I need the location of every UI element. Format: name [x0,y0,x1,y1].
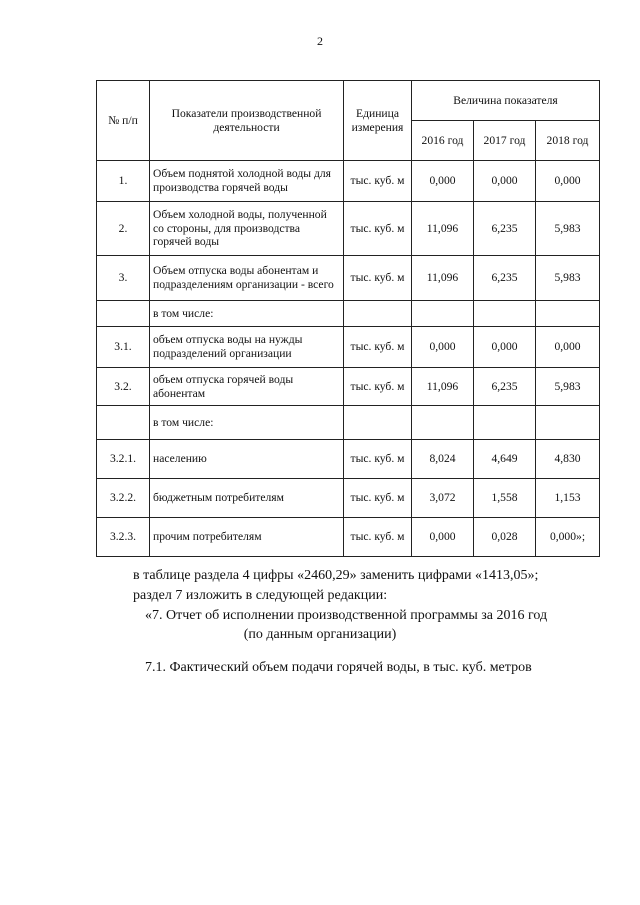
row-value-2017: 6,235 [474,202,536,256]
header-num: № п/п [97,81,150,161]
row-value-2018: 4,830 [536,440,600,479]
row-num: 1. [97,161,150,202]
row-num [97,301,150,327]
header-year-2018: 2018 год [536,121,600,161]
row-value-2016: 11,096 [412,256,474,301]
row-name: населению [150,440,344,479]
row-value-2018: 0,000 [536,327,600,368]
row-num: 3.2. [97,368,150,406]
row-value-2017: 6,235 [474,368,536,406]
section-heading-line1: «7. Отчет об исполнении производственной программы за 2016 год [145,608,548,623]
row-value-2016: 0,000 [412,161,474,202]
row-name: Объем холодной воды, полученной со стороны, для производства горячей воды [150,202,344,256]
row-unit [344,301,412,327]
row-unit: тыс. куб. м [344,368,412,406]
row-unit: тыс. куб. м [344,327,412,368]
table-row [97,440,600,479]
row-unit: тыс. куб. м [344,256,412,301]
header-value-group: Величина показателя [412,81,600,121]
row-value-2018: 5,983 [536,368,600,406]
row-value-2017: 0,000 [474,327,536,368]
header-year-2016: 2016 год [412,121,474,161]
row-name: прочим потребителям [150,518,344,557]
table-row [97,327,600,368]
row-value-2017: 0,000 [474,161,536,202]
production-indicators-table [96,80,600,557]
row-name: Объем поднятой холодной воды для производства горячей воды [150,161,344,202]
row-num [97,406,150,440]
paragraph-section-change: раздел 7 изложить в следующей редакции: [133,588,388,603]
row-value-2018: 5,983 [536,202,600,256]
row-value-2016: 0,000 [412,518,474,557]
row-value-2017: 0,028 [474,518,536,557]
row-value-2018 [536,301,600,327]
row-value-2017 [474,301,536,327]
row-unit: тыс. куб. м [344,479,412,518]
row-unit: тыс. куб. м [344,440,412,479]
header-indicator: Показатели производственной деятельности [150,81,344,161]
row-unit: тыс. куб. м [344,161,412,202]
subsection-heading: 7.1. Фактический объем подачи горячей воды, в тыс. куб. метров [145,660,532,675]
table-row [97,202,600,256]
row-num: 3.2.2. [97,479,150,518]
row-value-2018: 0,000 [536,161,600,202]
row-name: бюджетным потребителям [150,479,344,518]
row-unit: тыс. куб. м [344,518,412,557]
row-value-2016: 8,024 [412,440,474,479]
row-num: 2. [97,202,150,256]
row-value-2017 [474,406,536,440]
row-value-2018: 0,000»; [536,518,600,557]
row-name: Объем отпуска воды абонентам и подразделениям организации - всего [150,256,344,301]
row-name: объем отпуска воды на нужды подразделений организации [150,327,344,368]
row-value-2016: 11,096 [412,202,474,256]
table-row [97,256,600,301]
row-value-2017: 4,649 [474,440,536,479]
row-value-2016 [412,406,474,440]
page-number: 2 [317,34,323,48]
table-row [97,301,600,327]
row-value-2018: 5,983 [536,256,600,301]
table-row [97,161,600,202]
table-row [97,406,600,440]
row-name: объем отпуска горячей воды абонентам [150,368,344,406]
header-year-2017: 2017 год [474,121,536,161]
header-unit: Единица измерения [344,81,412,161]
section-heading-line2: (по данным организации) [243,627,397,642]
row-value-2016: 11,096 [412,368,474,406]
row-num: 3.2.3. [97,518,150,557]
row-unit: тыс. куб. м [344,202,412,256]
row-unit [344,406,412,440]
row-num: 3.1. [97,327,150,368]
row-value-2017: 1,558 [474,479,536,518]
row-value-2017: 6,235 [474,256,536,301]
row-value-2016: 3,072 [412,479,474,518]
table-row [97,479,600,518]
table-row [97,368,600,406]
row-value-2016: 0,000 [412,327,474,368]
row-value-2018: 1,153 [536,479,600,518]
row-value-2018 [536,406,600,440]
row-name: в том числе: [150,301,344,327]
row-value-2016 [412,301,474,327]
row-num: 3. [97,256,150,301]
paragraph-table-change: в таблице раздела 4 цифры «2460,29» заменить цифрами «1413,05»; [133,568,539,583]
row-name: в том числе: [150,406,344,440]
row-num: 3.2.1. [97,440,150,479]
table-row [97,518,600,557]
